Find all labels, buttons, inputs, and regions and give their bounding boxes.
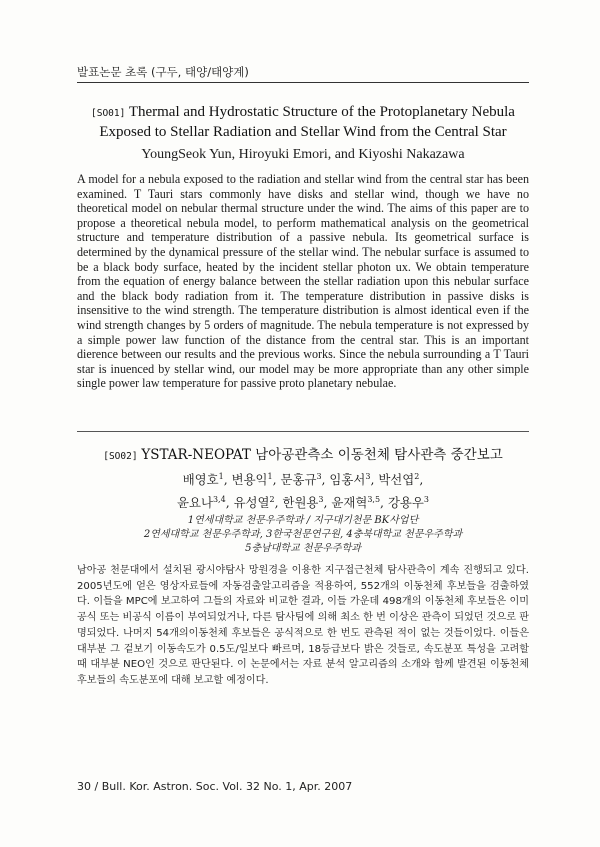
author-affiliation-mark: 3: [316, 471, 322, 481]
author-separator: ,: [321, 472, 330, 487]
author-affiliation-mark: 1: [218, 471, 224, 481]
page-footer: 30 / Bull. Kor. Astron. Soc. Vol. 32 No. 1, Apr. 2007: [77, 780, 353, 793]
author-separator: ,: [223, 472, 232, 487]
paper1-abstract: A model for a nebula exposed to the radiation and stellar wind from the central star has been examined. T Tauri stars commonly have disks and stellar wind, though we have no theoretical model on nebular thermal structure under the wind. The aims of this paper are to propose a theoretical nebula model, to perform mathematical analysis on the geometrical structure and temperature distribution of a passive nebula. Its geometrical surface is determined by the dynamical pressure of the stellar wind. The nebular surface is assumed to be a black body surface, heated by the incident stellar photon ux. We obtain temperature from the equation of energy balance between the stellar radiation upon this nebular surface and the black body radiation from it. The temperature distribution in passive disks is insensitive to the wind strength. The temperature distribution is almost identical even if the wind strength changes by 5 orders of magnitude. The nebula temperature is not expressed by a simple power law function of the distance from the central star. This is an important dierence between our results and the previous works. Since the nebula surrounding a T Tauri star is inuenced by stellar wind, our model may be more appropriate than any other simple single power law temperature for passive proto planetary nebulae.: [77, 172, 529, 391]
paper1-code: [SO01]: [91, 108, 126, 119]
paper2-abstract: 남아공 천문대에서 설치된 광시야탐사 망원경을 이용한 지구접근천체 탐사관측이 계속 진행되고 있다. 2005년도에 얻은 영상자료들에 자동검출알고리즘을 적용하여, 552개의 이동천체 후보들을 검출하였다. 이들을 MPC에 보고하여 그들의 자료와 비교한 결과, 이들 가운데 498개의 이동천체 후보들은 이미 공식 또는 비공식 이름이 부여되었거나, 다른 탐사팀에 의해 최소 한 번 이상은 관측이 되었던 것으로 판명되었다. 나머지 54개의이동천체 후보들은 공식적으로 한 번도 관측된 적이 없는 것들이었다. 이들은 대부분 그 겉보기 이동속도가 0.5도/일보다 빠르며, 18등급보다 밝은 것들로, 속도분포 특성을 고려할 때 대부분 NEO인 것으로 판단된다. 이 논문에서는 자료 분석 알고리즘의 소개와 함께 발견된 이동천체 후보들의 속도분포에 대해 보고할 예정이다.: [77, 565, 529, 686]
paper2-affiliation-2: 2연세대학교 천문우주학과, 3한국천문연구원, 4충북대학교 천문우주학과: [143, 529, 463, 540]
author-affiliation-mark: 3: [423, 494, 429, 504]
author-name: 문홍규: [280, 472, 317, 487]
paper1-title-line2: Exposed to Stellar Radiation and Stellar Wind from the Central Star: [99, 124, 507, 140]
paper2-authors-line2: [77, 493, 529, 511]
author-separator: ,: [323, 495, 332, 510]
header-divider: [77, 82, 529, 83]
paper1-title-line1: Thermal and Hydrostatic Structure of the Protoplanetary Nebula: [128, 104, 515, 120]
section-header: 발표논문 초록 (구두, 태양/태양계): [77, 65, 249, 79]
section-divider: [77, 431, 529, 432]
author-separator: ,: [380, 495, 388, 510]
author-affiliation-mark: 3: [365, 471, 371, 481]
author-separator: ,: [274, 495, 283, 510]
author-name: 변용익: [231, 472, 268, 487]
paper2-affiliation-1: 1연세대학교 천문우주학과 / 지구대기천문 BK사업단: [187, 515, 419, 526]
author-name: 배영호: [182, 472, 219, 487]
paper2-title: [77, 443, 529, 463]
paper2-code: [SO02]: [103, 451, 138, 462]
author-name: 임홍서: [329, 472, 366, 487]
paper1-title: [77, 103, 529, 142]
author-name: 윤재혁: [331, 495, 368, 510]
author-affiliation-mark: 1: [267, 471, 273, 481]
author-name: 윤요나: [177, 495, 213, 510]
author-name: 한원용: [282, 495, 319, 510]
paper2-title-text: YSTAR-NEOPAT 남아공관측소 이동천체 탐사관측 중간보고: [141, 447, 503, 463]
author-separator: ,: [370, 472, 379, 487]
author-affiliation-mark: 3: [318, 494, 324, 504]
author-affiliation-mark: 2: [269, 494, 275, 504]
author-separator: ,: [272, 472, 281, 487]
author-separator: ,: [225, 495, 234, 510]
author-name: 박선엽: [378, 472, 415, 487]
paper2-affiliation-3: 5충남대학교 천문우주학과: [245, 543, 361, 554]
author-name: 유성열: [233, 495, 270, 510]
author-name: 강용우: [387, 495, 424, 510]
author-affiliation-mark: 3,5: [367, 494, 381, 504]
paper1-authors: YoungSeok Yun, Hiroyuki Emori, and Kiyoshi Nakazawa: [141, 147, 465, 162]
author-affiliation-mark: 3,4: [212, 494, 226, 504]
author-separator: ,: [419, 472, 424, 487]
author-affiliation-mark: 2: [414, 471, 420, 481]
paper2-authors-line1: [77, 470, 529, 488]
